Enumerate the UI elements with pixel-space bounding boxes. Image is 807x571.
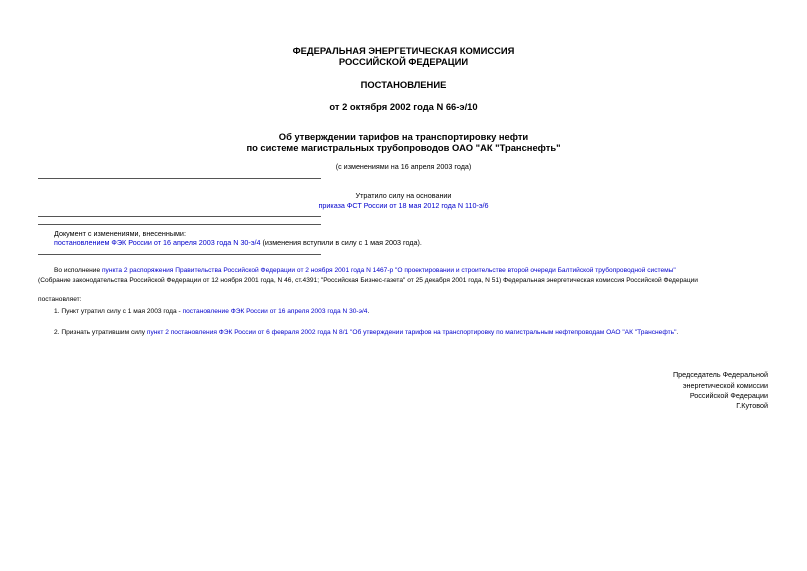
- item-2-end: .: [676, 329, 679, 336]
- item-2: [54, 329, 678, 337]
- item-1-text: 1. Пункт утратил силу с 1 мая 2003 года -: [54, 308, 183, 315]
- document-type: ПОСТАНОВЛЕНИЕ: [360, 79, 447, 90]
- signatory-name: Г.Кутовой: [736, 401, 768, 410]
- repeal-notice-text: Утратило силу на основании: [355, 191, 452, 200]
- item-1: [54, 308, 369, 316]
- document-title-line1: Об утверждении тарифов на транспортировку нефти: [278, 131, 529, 142]
- repeal-order-link[interactable]: приказа ФСТ России от 18 мая 2012 года N 110-э/6: [318, 201, 489, 210]
- item-2-text: 2. Признать утратившим силу: [54, 329, 147, 336]
- changes-decree-link[interactable]: постановлением ФЭК России от 16 апреля 2003 года N 30-э/4: [54, 238, 261, 247]
- changes-intro: Документ с изменениями, внесенными:: [54, 229, 186, 238]
- divider: [38, 224, 321, 225]
- divider: [38, 254, 321, 255]
- signature-line3: Российской Федерации: [689, 391, 768, 400]
- government-order-link[interactable]: пункта 2 распоряжения Правительства Российской Федерации от 2 ноября 2001 года N 1467-р "О проектировании и строительстве второй очереди Балтийской трубопроводной системы": [101, 267, 676, 274]
- org-name-line1: ФЕДЕРАЛЬНАЯ ЭНЕРГЕТИЧЕСКАЯ КОМИССИЯ: [292, 45, 515, 56]
- amendment-note: (с изменениями на 16 апреля 2003 года): [335, 162, 472, 171]
- document-title-line2: по системе магистральных трубопроводов ОАО "АК "Транснефть": [246, 142, 561, 153]
- org-name-line2: РОССИЙСКОЙ ФЕДЕРАЦИИ: [338, 56, 469, 67]
- preamble-start: Во исполнение: [54, 267, 102, 274]
- item-1-decree-link[interactable]: постановление ФЭК России от 16 апреля 2003 года N 30-э/4: [182, 308, 368, 315]
- signature-line1: Председатель Федеральной: [673, 370, 768, 379]
- divider: [38, 178, 321, 179]
- preamble-line1: [54, 267, 676, 275]
- decides-label: постановляет:: [38, 296, 82, 303]
- signature-line2: энергетической комиссии: [682, 381, 768, 390]
- preamble-line2: (Собрание законодательства Российской Федерации от 12 ноября 2001 года, N 46, ст.4391; "Российская Бизнес-газета" от 25 декабря 2001 года, N 51) Федеральная энергетическая комиссия Российской Федерации: [38, 277, 698, 284]
- changes-line: [54, 238, 422, 247]
- item-1-end: .: [367, 308, 370, 315]
- divider: [38, 216, 321, 217]
- changes-effective-note: (изменения вступили в силу с 1 мая 2003 года).: [260, 238, 422, 247]
- document-date-number: от 2 октября 2002 года N 66-э/10: [329, 101, 478, 112]
- item-2-decree-link[interactable]: пункт 2 постановления ФЭК России от 6 февраля 2002 года N 8/1 "Об утверждении тарифов на транспортировку по магистральным нефтепроводам ОАО "АК "Транснефть": [146, 329, 677, 336]
